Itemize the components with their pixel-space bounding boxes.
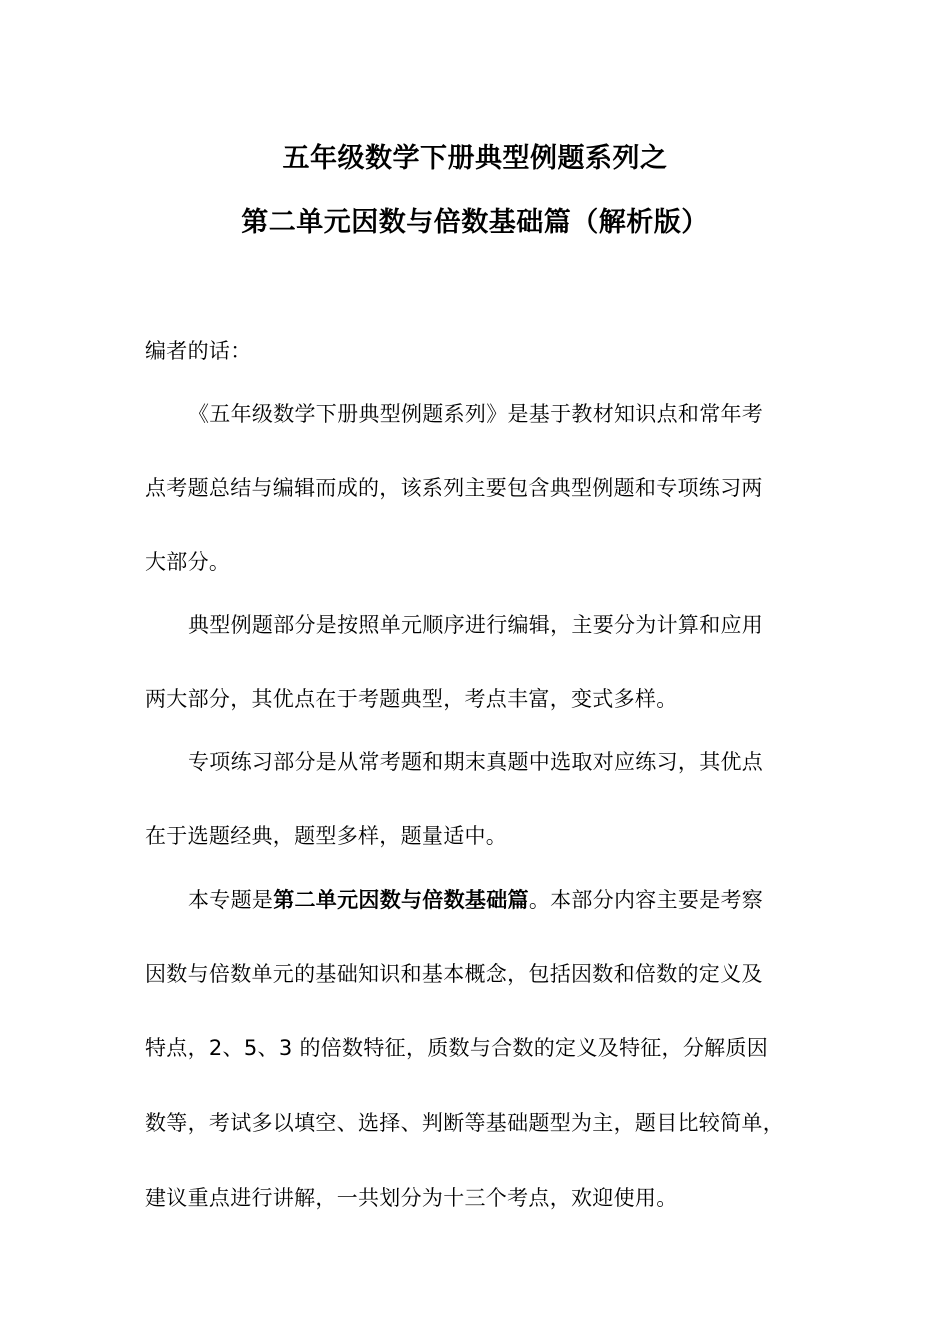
paragraph-1-line-1: 《五年级数学下册典型例题系列》是基于教材知识点和常年考 [188, 402, 764, 426]
paragraph-4-line-5: 建议重点进行讲解，一共划分为十三个考点，欢迎使用。 [145, 1186, 678, 1210]
paragraph-4-line-3: 特点，2、5、3 的倍数特征，质数与合数的定义及特征，分解质因 [145, 1036, 769, 1060]
paragraph-4-line-4: 数等，考试多以填空、选择、判断等基础题型为主，题目比较简单， [145, 1111, 784, 1135]
paragraph-3-line-1: 专项练习部分是从常考题和期末真题中选取对应练习，其优点 [188, 750, 764, 774]
editor-note-label: 编者的话： [145, 339, 252, 363]
topic-name-bold: 第二单元因数与倍数基础篇 [273, 888, 529, 912]
paragraph-2-line-1: 典型例题部分是按照单元顺序进行编辑，主要分为计算和应用 [188, 613, 764, 637]
paragraph-4-line-1 [188, 884, 763, 914]
paragraph-2-line-2: 两大部分，其优点在于考题典型，考点丰富，变式多样。 [145, 687, 678, 711]
paragraph-1-line-3: 大部分。 [145, 550, 231, 574]
paragraph-4-prefix: 本专题是 [188, 888, 274, 912]
document-title-line-1: 五年级数学下册典型例题系列之 [282, 143, 668, 174]
paragraph-4-line-2: 因数与倍数单元的基础知识和基本概念，包括因数和倍数的定义及 [145, 962, 763, 986]
paragraph-3-line-2: 在于选题经典，题型多样，题量适中。 [145, 824, 508, 848]
paragraph-1-line-2: 点考题总结与编辑而成的，该系列主要包含典型例题和专项练习两 [145, 476, 763, 500]
document-title-line-2: 第二单元因数与倍数基础篇（解析版） [241, 207, 709, 238]
paragraph-4-suffix: 。本部分内容主要是考察 [528, 888, 764, 912]
